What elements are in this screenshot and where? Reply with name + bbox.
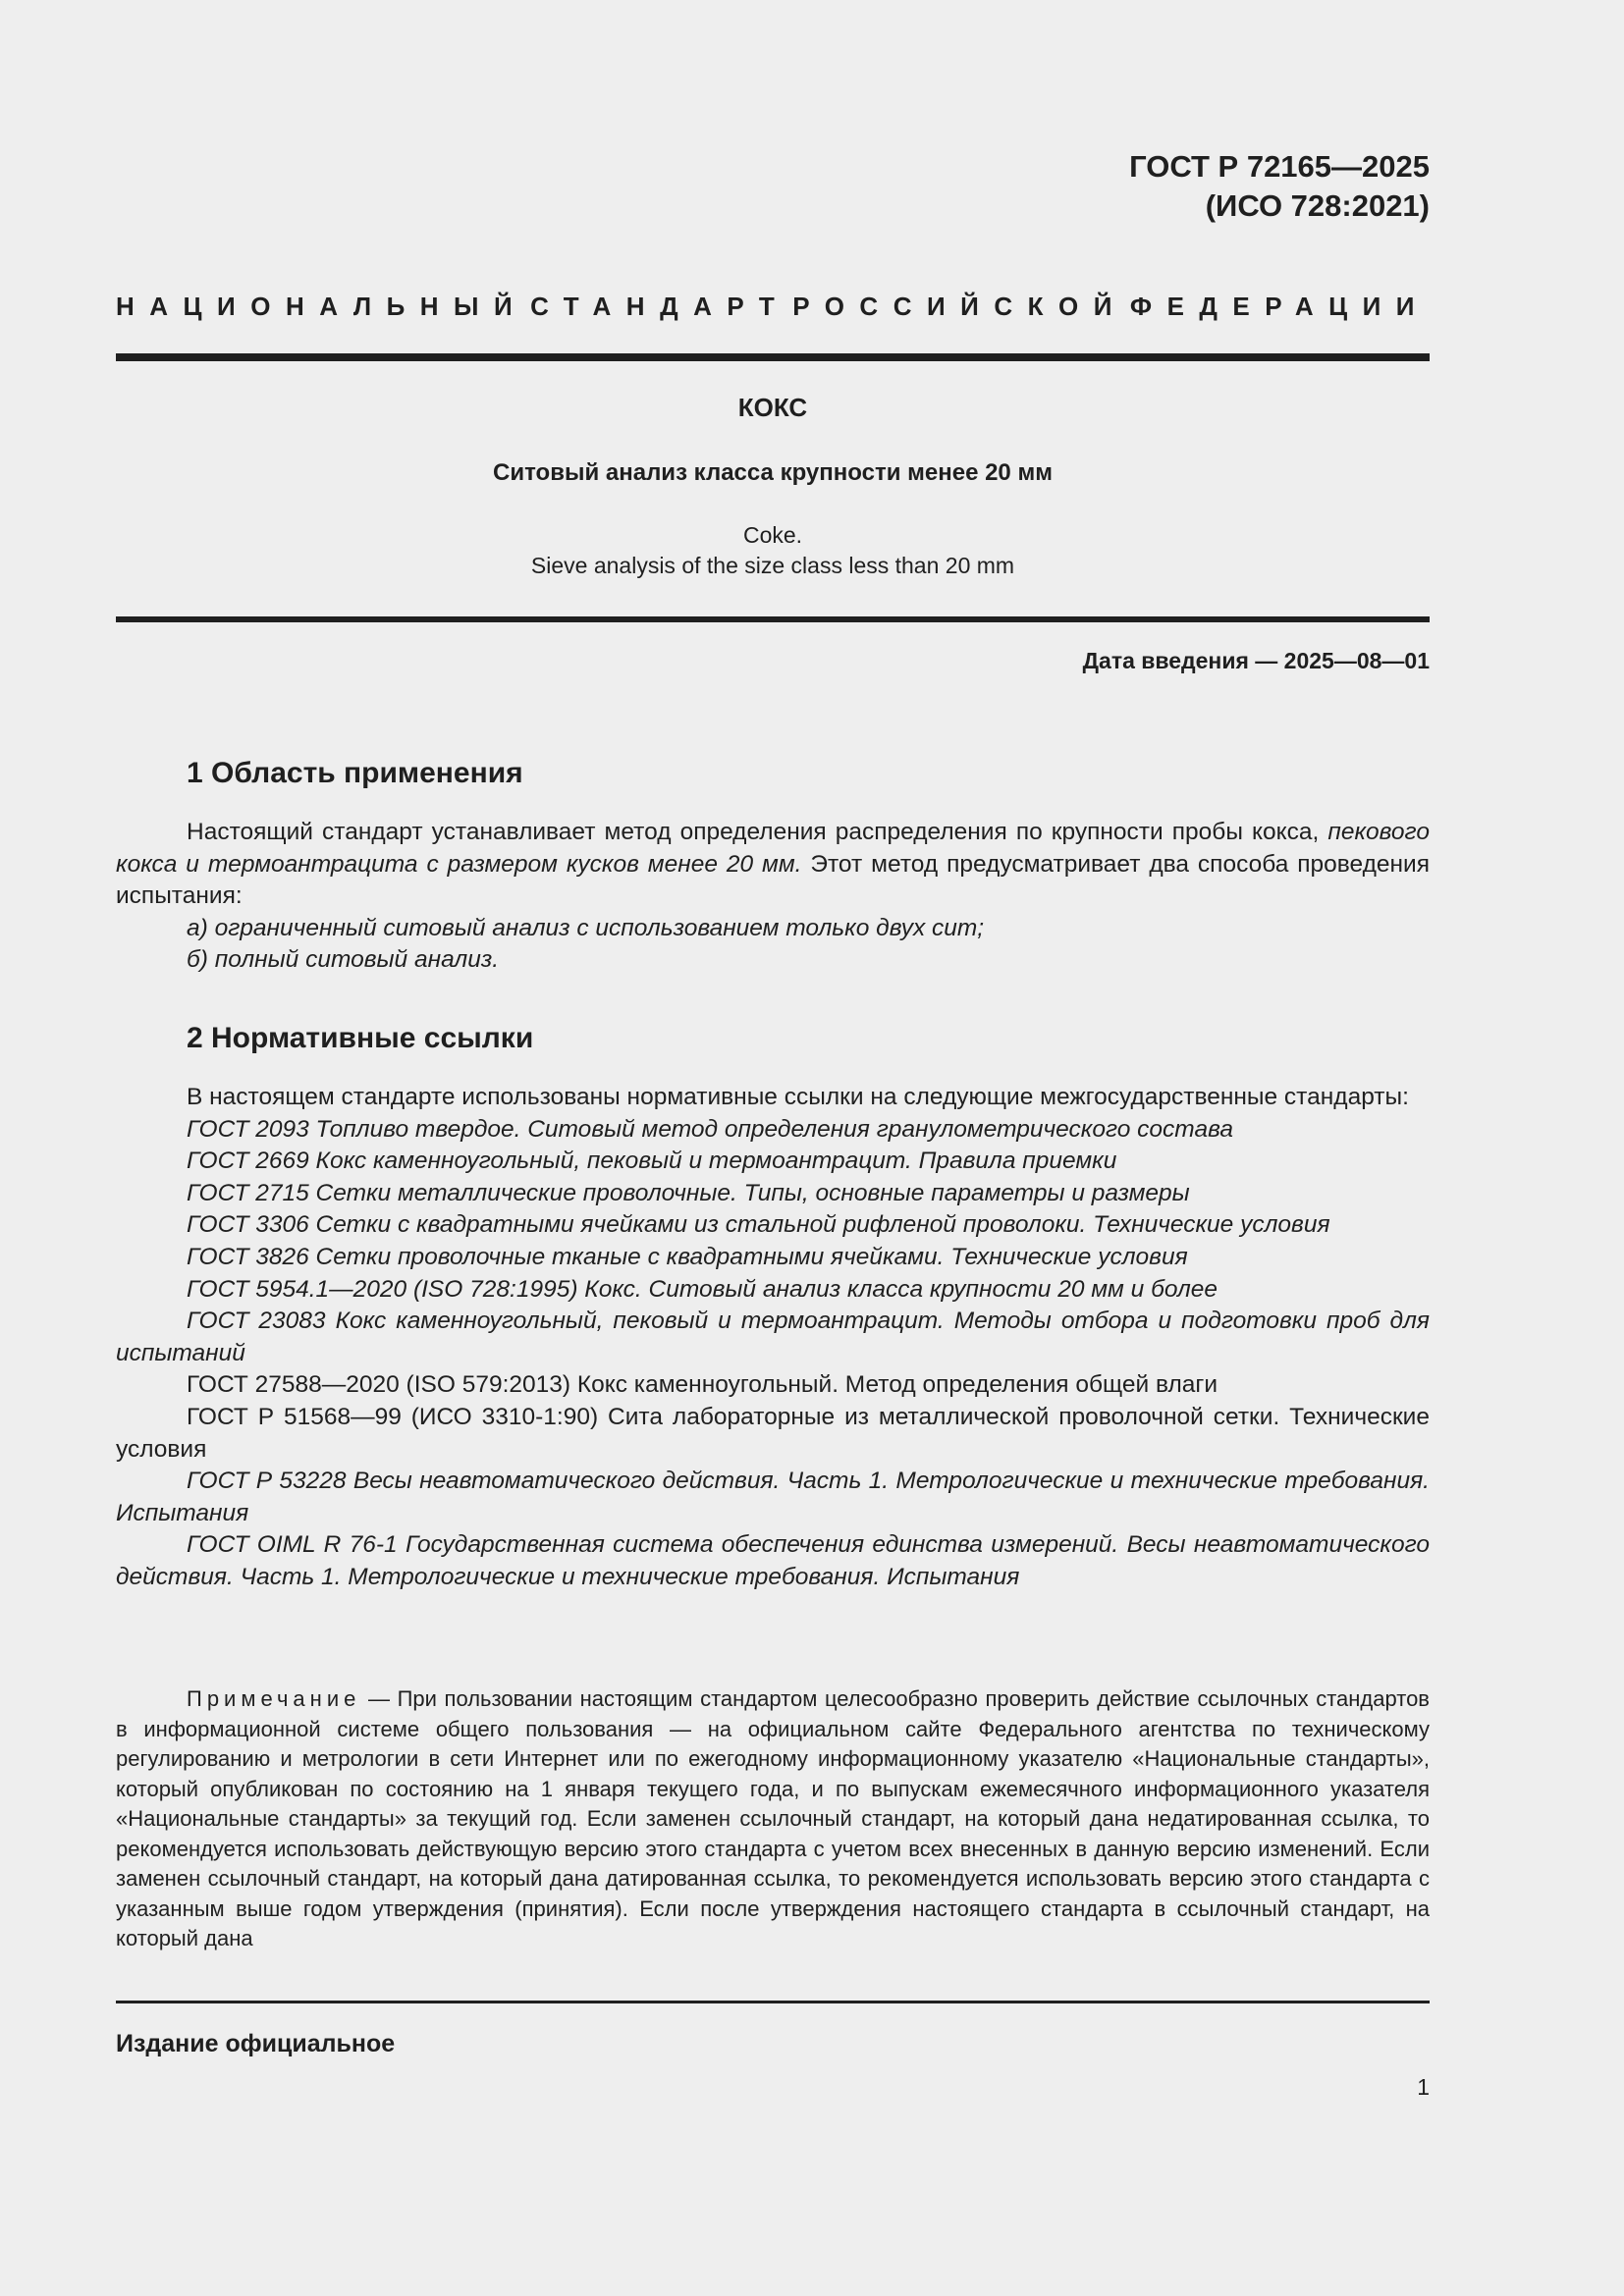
reference-gost-23083: ГОСТ 23083 Кокс каменноугольный, пековый и термоантрацит. Методы отбора и подготовки проб для испытаний: [116, 1308, 1430, 1366]
title-bottom-rule: [116, 616, 1430, 622]
reference-gost-2093: ГОСТ 2093 Топливо твердое. Ситовый метод определения гранулометрического состава: [187, 1115, 1233, 1143]
reference-gost-r-51568: ГОСТ Р 51568—99 (ИСО 3310-1:90) Сита лабораторные из металлической проволочной сетки. Технические условия: [116, 1403, 1430, 1463]
scope-item-a-text: а) ограниченный ситовый анализ с использованием только двух сит;: [187, 914, 985, 941]
standard-code: [1129, 147, 1430, 226]
reference-gost-3306: ГОСТ 3306 Сетки с квадратными ячейками из стальной рифленой проволоки. Технические условия: [187, 1211, 1330, 1239]
national-standard-word-3: ФЕДЕРАЦИИ: [1129, 292, 1430, 321]
english-title-line1: Coke.: [742, 522, 803, 548]
section-scope: [116, 754, 1430, 977]
note-label: Примечание: [187, 1686, 361, 1711]
section-2-heading: 2 Нормативные ссылки: [187, 1022, 534, 1054]
references-intro: В настоящем стандарте использованы нормативные ссылки на следующие межгосударственные стандарты:: [187, 1084, 1409, 1110]
scope-item-b: [116, 944, 1430, 977]
top-thick-rule: [116, 353, 1430, 361]
standard-code-line1: ГОСТ Р 72165—2025: [1129, 149, 1430, 184]
references-note: [116, 1684, 1430, 1954]
reference-gost-3826: ГОСТ 3826 Сетки проволочные тканые с квадратными ячейками. Технические условия: [187, 1243, 1188, 1270]
note-text: — При пользовании настоящим стандартом целесообразно проверить действие ссылочных стандартов в информационной системе общего пользования — на официальном сайте Федерального агентства по техническому регулированию и метрологии в сети Интернет или по ежегодному информационному указателю «Национальные стандарты», который опубликован по состоянию на 1 января текущего года, и по выпускам ежемесячного информационного указателя «Национальные стандарты» за текущий год. Если заменен ссылочный стандарт, на который дана недатированная ссылка, то рекомендуется использовать действующую версию этого стандарта с учетом всех внесенных в данную версию изменений. Если заменен ссылочный стандарт, на который дана датированная ссылка, то рекомендуется использовать версию этого стандарта с указанным выше годом утверждения (принятия). Если после утверждения настоящего стандарта в ссылочный стандарт, на который дана: [116, 1686, 1430, 1950]
standard-code-line2: (ИСО 728:2021): [1205, 188, 1430, 223]
national-standard-banner: [116, 291, 1430, 322]
national-standard-word-0: НАЦИОНАЛЬНЫЙ: [116, 292, 528, 321]
scope-text-b: пекового кокса и термоантрацита с размером кусков менее 20 мм.: [116, 819, 1430, 878]
section-1-heading: 1 Область применения: [187, 757, 523, 789]
national-standard-word-2: РОССИЙСКОЙ: [792, 292, 1127, 321]
official-edition-label: Издание официальное: [116, 2030, 396, 2057]
scope-text-a: Настоящий стандарт устанавливает метод определения распределения по крупности пробы кокса,: [187, 819, 1328, 845]
introduction-date: Дата введения — 2025—08—01: [1082, 648, 1430, 673]
reference-gost-r-53228: ГОСТ Р 53228 Весы неавтоматического действия. Часть 1. Метрологические и технические требования. Испытания: [116, 1468, 1430, 1526]
reference-gost-2715: ГОСТ 2715 Сетки металлические проволочные. Типы, основные параметры и размеры: [187, 1179, 1190, 1206]
scope-item-a: [116, 913, 1430, 945]
reference-gost-oiml: ГОСТ OIML R 76-1 Государственная система обеспечения единства измерений. Весы неавтоматического действия. Часть 1. Метрологические и технические требования. Испытания: [116, 1531, 1430, 1590]
page-number: 1: [1417, 2074, 1430, 2100]
reference-gost-2669: ГОСТ 2669 Кокс каменноугольный, пековый и термоантрацит. Правила приемки: [187, 1148, 1117, 1175]
national-standard-word-1: СТАНДАРТ: [530, 292, 790, 321]
document-subtitle: Ситовый анализ класса крупности менее 20 мм: [493, 459, 1053, 486]
section-references: [116, 1019, 1430, 1594]
reference-gost-5954: ГОСТ 5954.1—2020 (ISO 728:1995) Кокс. Ситовый анализ класса крупности 20 мм и более: [187, 1275, 1218, 1303]
footer-rule: [116, 2001, 1430, 2003]
scope-paragraph: [116, 817, 1430, 913]
english-title: [116, 520, 1430, 581]
scope-text-c: Этот метод предусматривает два способа проведения испытания:: [116, 850, 1430, 910]
english-title-line2: Sieve analysis of the size class less than 20 mm: [530, 553, 1015, 578]
document-title: КОКС: [737, 393, 808, 422]
reference-gost-27588: ГОСТ 27588—2020 (ISO 579:2013) Кокс каменноугольный. Метод определения общей влаги: [187, 1371, 1218, 1399]
scope-item-b-text: б) полный ситовый анализ.: [187, 946, 500, 974]
